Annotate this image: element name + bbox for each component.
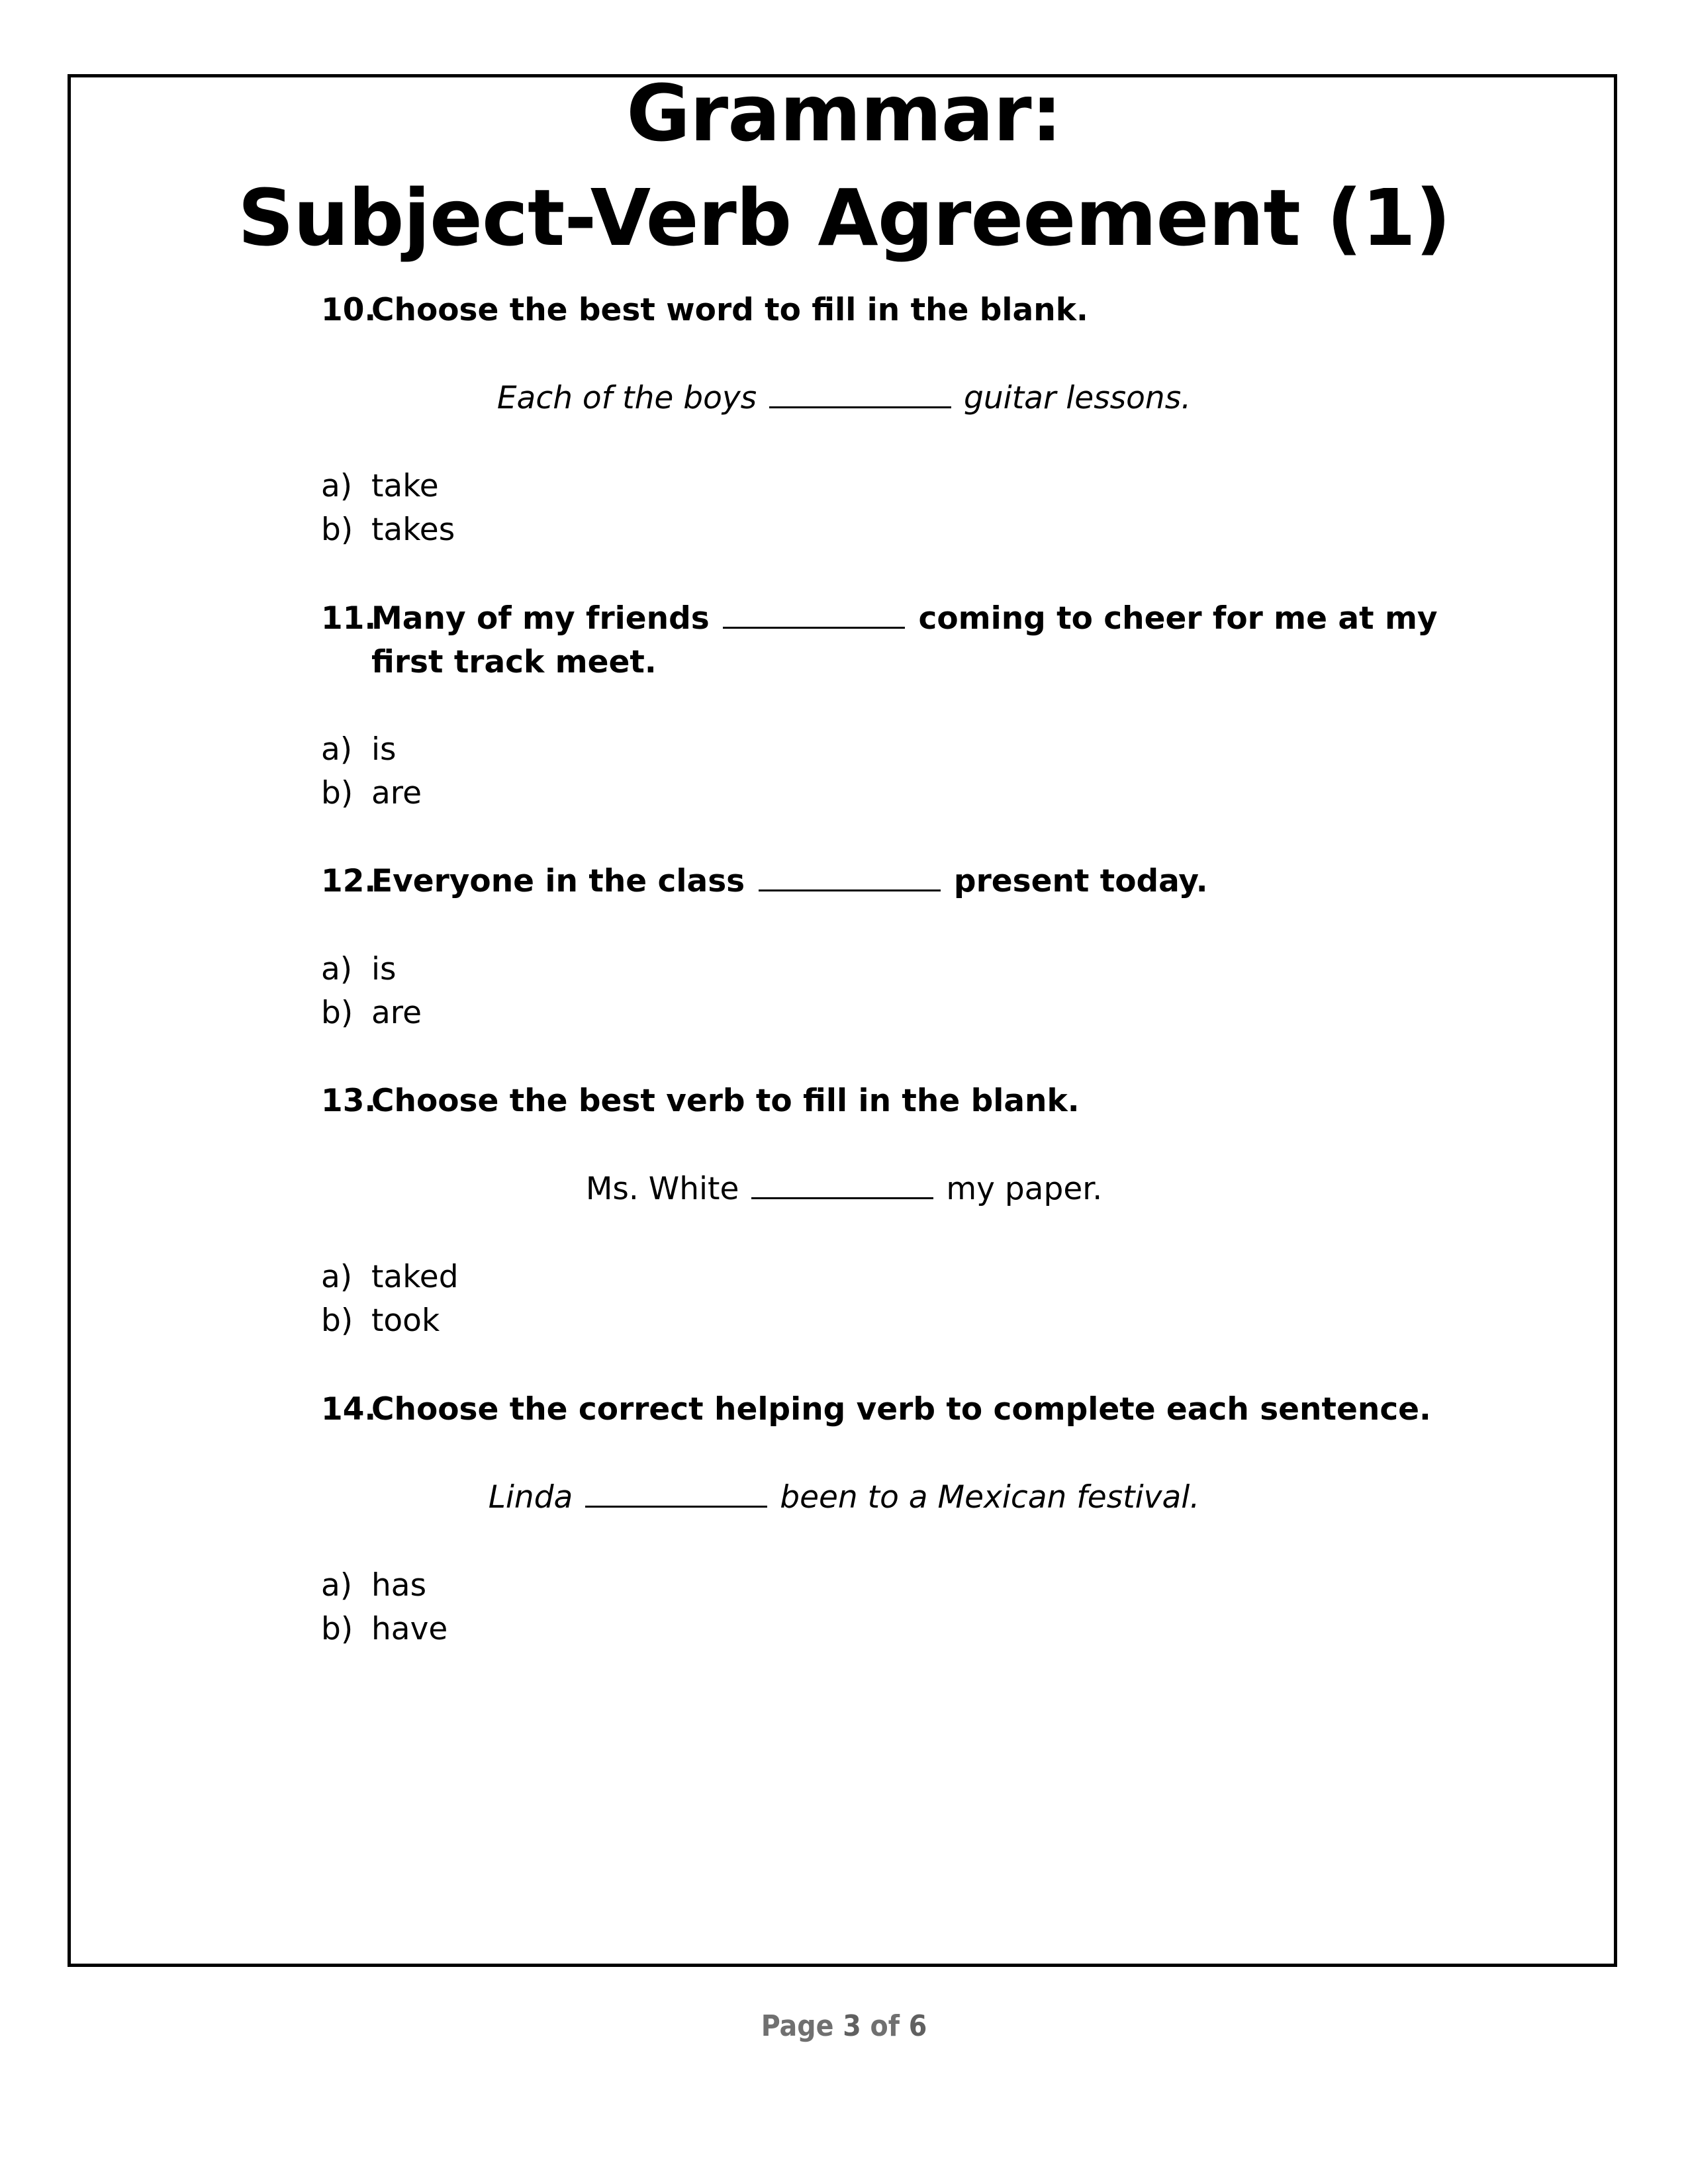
question-10: [321, 289, 1479, 332]
question-number: 13.: [321, 1083, 377, 1119]
option-text: take: [371, 468, 439, 504]
question-prompt-after: present today.: [953, 863, 1208, 899]
option-14a[interactable]: [321, 1564, 426, 1608]
option-10a[interactable]: [321, 465, 439, 508]
option-letter: a): [321, 731, 353, 768]
title-line-2: Subject-Verb Agreement (1): [238, 172, 1450, 263]
of-label: of: [870, 2009, 900, 2043]
page-label: Page: [761, 2009, 834, 2043]
option-letter: a): [321, 1259, 353, 1295]
question-number: 14.: [321, 1391, 377, 1428]
question-number: 10.: [321, 292, 377, 328]
question-11: [321, 597, 1479, 684]
example-after: my paper.: [946, 1171, 1103, 1207]
example-before: Linda: [488, 1479, 573, 1516]
option-letter: b): [321, 1302, 353, 1339]
answer-blank: [751, 1171, 933, 1199]
option-11a[interactable]: [321, 728, 397, 772]
option-text: are: [371, 775, 422, 811]
answer-blank: [759, 863, 941, 891]
question-12: [321, 860, 1479, 903]
example-before: Ms. White: [585, 1171, 739, 1207]
option-12b[interactable]: [321, 991, 422, 1035]
option-text: have: [371, 1611, 448, 1647]
option-letter: a): [321, 1567, 353, 1604]
question-number: 11.: [321, 600, 377, 637]
option-text: taked: [371, 1259, 459, 1295]
option-10b[interactable]: [321, 508, 455, 552]
option-12a[interactable]: [321, 948, 397, 991]
option-text: takes: [371, 512, 455, 548]
question-prompt: Choose the best verb to fill in the blank.: [371, 1083, 1080, 1119]
question-prompt-before: Everyone in the class: [371, 863, 745, 899]
total-pages: 6: [908, 2009, 927, 2043]
question-prompt: Choose the best word to fill in the blank.: [371, 292, 1088, 328]
answer-blank: [723, 600, 905, 629]
option-14b[interactable]: [321, 1608, 447, 1651]
question-14: [321, 1388, 1479, 1432]
option-letter: b): [321, 1611, 353, 1647]
option-13b[interactable]: [321, 1299, 440, 1343]
question-prompt-after: coming to cheer for me at my first track meet.: [371, 600, 1438, 680]
page-number: [0, 2009, 1688, 2043]
option-text: is: [371, 731, 397, 768]
page-border: [68, 74, 1617, 1967]
example-sentence: [0, 1476, 1688, 1520]
title-line-1: Grammar:: [626, 68, 1062, 159]
question-prompt-before: Many of my friends: [371, 600, 710, 637]
option-letter: b): [321, 995, 353, 1031]
option-text: took: [371, 1302, 440, 1339]
answer-blank: [769, 380, 951, 408]
current-page: 3: [843, 2009, 861, 2043]
question-prompt: Choose the correct helping verb to complete each sentence.: [371, 1391, 1431, 1428]
example-before: Each of the boys: [496, 380, 757, 416]
question-13: [321, 1079, 1479, 1123]
answer-blank: [585, 1479, 767, 1508]
option-13a[interactable]: [321, 1255, 459, 1299]
example-after: been to a Mexican festival.: [780, 1479, 1200, 1516]
option-letter: b): [321, 512, 353, 548]
option-text: is: [371, 951, 397, 987]
example-sentence: [0, 1167, 1688, 1211]
option-11b[interactable]: [321, 772, 422, 815]
option-letter: a): [321, 951, 353, 987]
example-sentence: [0, 377, 1688, 420]
option-text: has: [371, 1567, 427, 1604]
option-letter: b): [321, 775, 353, 811]
question-number: 12.: [321, 863, 377, 899]
option-letter: a): [321, 468, 353, 504]
option-text: are: [371, 995, 422, 1031]
example-after: guitar lessons.: [964, 380, 1192, 416]
